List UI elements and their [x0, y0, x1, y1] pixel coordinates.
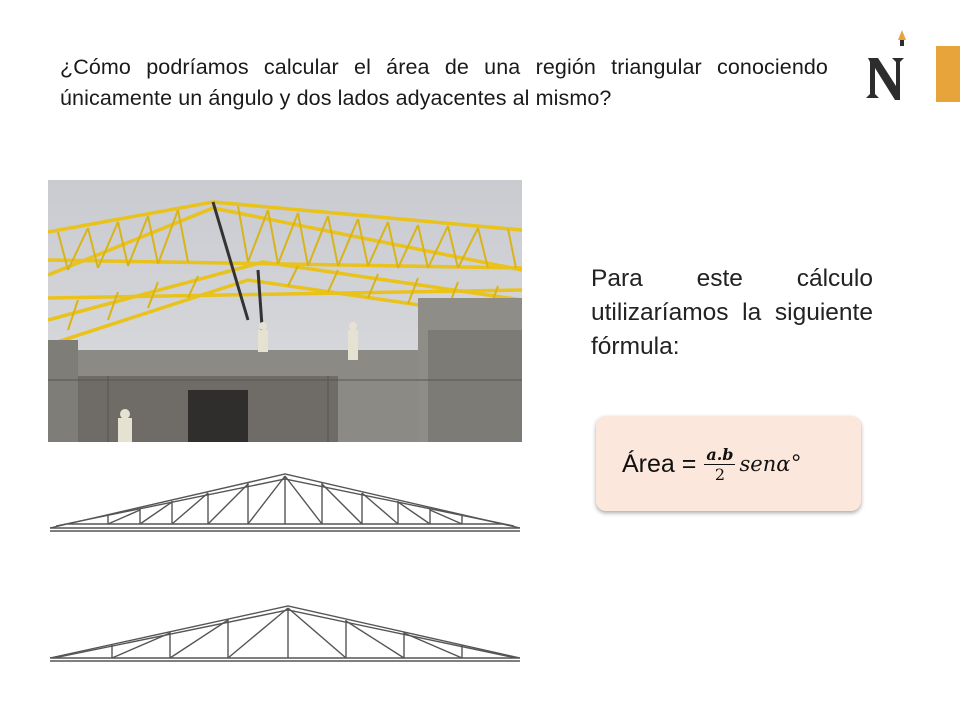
- accent-bar: [936, 46, 960, 102]
- formula-box: [596, 416, 861, 511]
- university-logo-icon: [862, 28, 914, 102]
- formula-fraction: [704, 445, 735, 484]
- formula-numerator: a.b: [706, 444, 734, 464]
- formula-function: senα: [739, 452, 791, 476]
- roof-truss-photo: [48, 180, 522, 442]
- formula-denominator: 2: [714, 464, 726, 484]
- truss-diagram-2: [48, 602, 522, 668]
- explanation-text: Para este cálculo utilizaríamos la siguiente fórmula:: [591, 265, 873, 360]
- question-text: ¿Cómo podríamos calcular el área de una región triangular conociendo únicamente un ángulo y dos lados adyacentes al mismo?: [60, 55, 828, 110]
- area-formula: [622, 438, 801, 490]
- formula-lhs: Área =: [622, 449, 697, 478]
- formula-degree: °: [791, 450, 802, 477]
- truss-diagram-1: [48, 470, 522, 536]
